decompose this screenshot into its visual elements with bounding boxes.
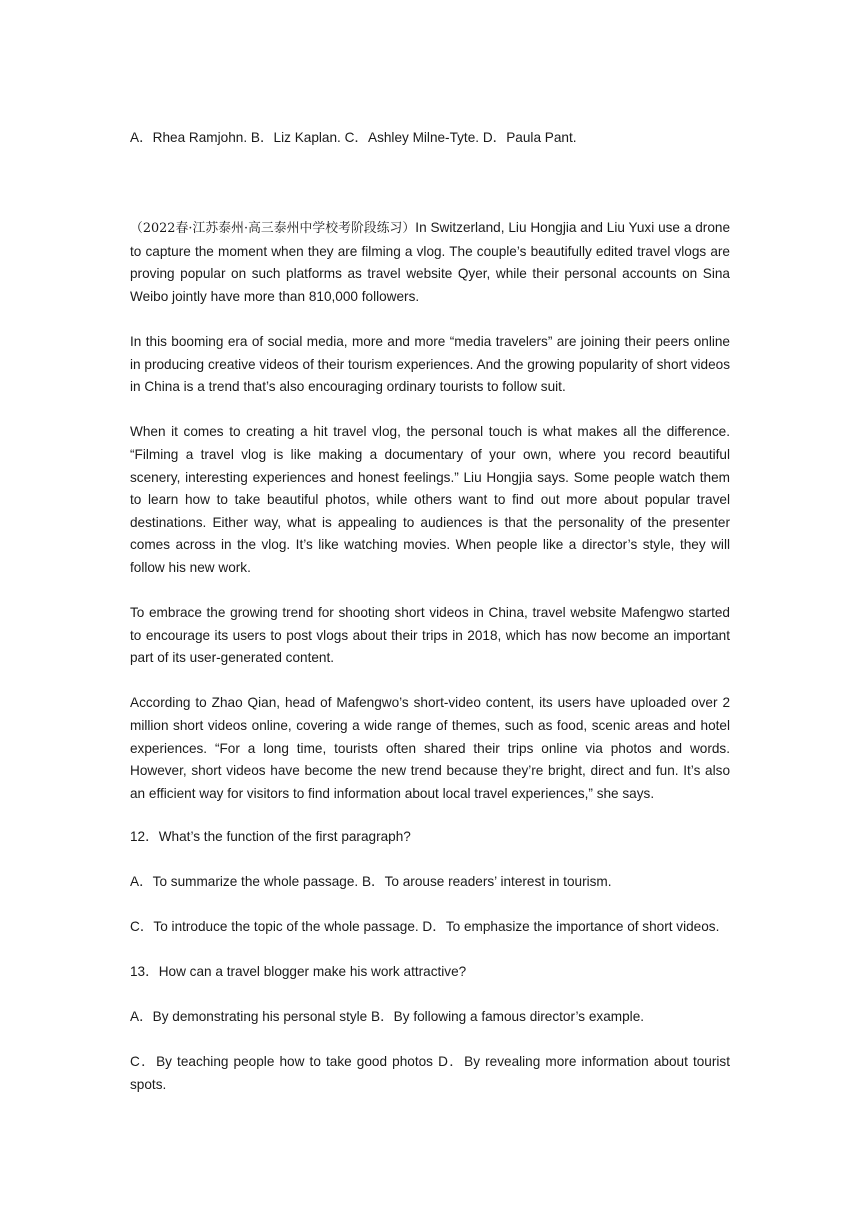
question-13-options-ab: A．By demonstrating his personal style B．By following a famous director’s example.: [130, 1009, 645, 1024]
passage-paragraph-4: To embrace the growing trend for shooting short videos in China, travel website Mafengwo started to encourage its users to post vlogs about their trips in 2018, which has now become an important part of its user-generated content.: [130, 605, 730, 666]
question-12-stem: 12．What’s the function of the first paragraph?: [130, 829, 411, 844]
passage-paragraph-3: When it comes to creating a hit travel vlog, the personal touch is what makes all the difference. “Filming a travel vlog is like making a documentary of your own, where you record beautiful scenery, interesting experiences and honest feelings.” Liu Hongjia says. Some people watch them to learn how to take beautiful photos, while others want to find out more about popular travel destinations. Either way, what is appealing to audiences is that the personality of the presenter comes across in the vlog. It’s like watching movies. When people like a director’s style, they will follow his new work.: [130, 424, 730, 575]
question-13-stem: 13．How can a travel blogger make his work attractive?: [130, 964, 467, 979]
paragraph-1-text: In Switzerland, Liu Hongjia and Liu Yuxi use a drone to capture the moment when they are filming a vlog. The couple’s beautifully edited travel vlogs are proving popular on such platforms as travel website Qyer, while their personal accounts on Sina Weibo jointly have more than 810,000 followers.: [130, 220, 731, 304]
source-label: （2022春·江苏泰州·高三泰州中学校考阶段练习）: [130, 221, 416, 236]
question-13-options-cd-block: [130, 1051, 730, 1096]
question-12-options-ab: A．To summarize the whole passage. B．To arouse readers’ interest in tourism.: [130, 874, 612, 889]
passage: [130, 217, 730, 805]
passage-paragraph-1: [130, 217, 730, 308]
passage-paragraph-2: In this booming era of social media, more and more “media travelers” are joining their peers online in producing creative videos of their tourism experiences. And the growing popularity of short videos in China is a trend that’s also encouraging ordinary tourists to follow suit.: [130, 333, 730, 395]
question-12-options-cd: C．To introduce the topic of the whole passage. D．To emphasize the importance of short videos.: [130, 919, 720, 934]
previous-question-options: A．Rhea Ramjohn. B．Liz Kaplan. C．Ashley Milne-Tyte. D．Paula Pant.: [130, 130, 577, 145]
question-13-options-cd: C．By teaching people how to take good photos D．By revealing more information about tourist spots.: [130, 1054, 730, 1092]
passage-paragraph-5: According to Zhao Qian, head of Mafengwo’s short-video content, its users have uploaded over 2 million short videos online, covering a wide range of themes, such as food, scenic areas and hotel experiences. “For a long time, tourists often shared their trips online via photos and words. However, short videos have become the new trend because they’re bright, direct and fun. It’s also an efficient way for visitors to find information about local travel experiences,” she says.: [130, 695, 730, 801]
